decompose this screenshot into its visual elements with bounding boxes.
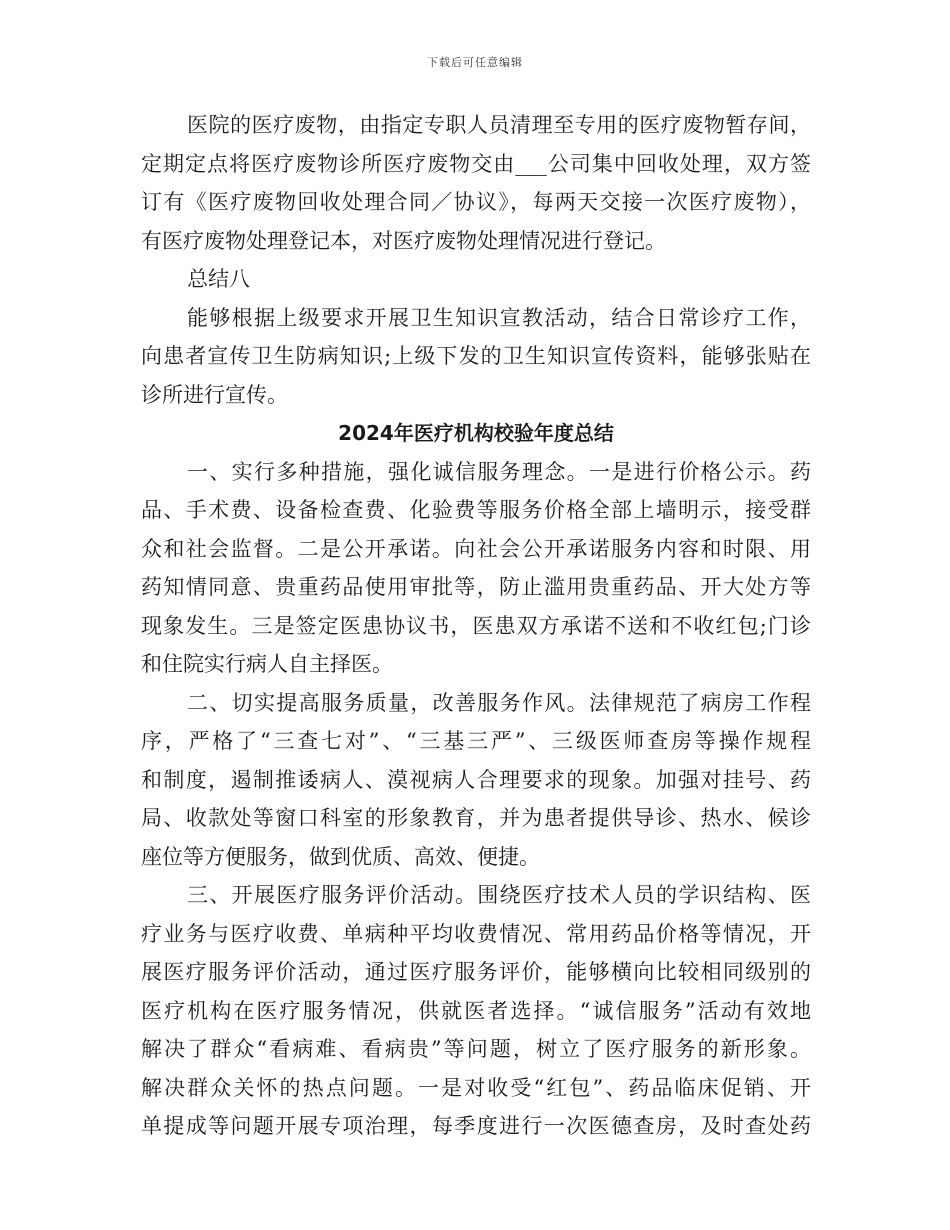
section-label: 总结八 bbox=[187, 267, 250, 291]
paragraph-line: 序，严格了“三查七对”、“三基三严”、三级医师查房等操作规程 bbox=[141, 729, 811, 753]
paragraph-line: 局、收款处等窗口科室的形象教育，并为患者提供导诊、热水、候诊 bbox=[141, 806, 811, 830]
paragraph-line: 诊所进行宣传。 bbox=[141, 382, 288, 407]
paragraph-line: 药知情同意、贵重药品使用审批等，防止滥用贵重药品、开大处方等 bbox=[141, 575, 811, 599]
paragraph-line: 医疗机构在医疗服务情况，供就医者选择。“诚信服务”活动有效地 bbox=[141, 998, 811, 1023]
paragraph-line: 医院的医疗废物，由指定专职人员清理至专用的医疗废物暂存间， bbox=[187, 113, 811, 137]
paragraph-line: 众和社会监督。二是公开承诺。向社会公开承诺服务内容和时限、用 bbox=[141, 536, 811, 561]
paragraph-line: 单提成等问题开展专项治理，每季度进行一次医德查房，及时查处药 bbox=[141, 1114, 811, 1138]
paragraph-line: 二、切实提高服务质量，改善服务作风。法律规范了病房工作程 bbox=[187, 690, 811, 715]
paragraph-line: 解决了群众“看病难、看病贵”等问题，树立了医疗服务的新形象。 bbox=[141, 1037, 811, 1061]
paragraph-line: 订有《医疗废物回收处理合同／协议》，每两天交接一次医疗废物）， bbox=[141, 190, 811, 214]
paragraph-line: 向患者宣传卫生防病知识;上级下发的卫生知识宣传资料，能够张贴在 bbox=[141, 344, 811, 368]
paragraph-line: 三、开展医疗服务评价活动。围绕医疗技术人员的学识结构、医 bbox=[187, 883, 811, 907]
paragraph-line: 和制度，遏制推诿病人、漠视病人合理要求的现象。加强对挂号、药 bbox=[141, 767, 811, 792]
paragraph-line: 能够根据上级要求开展卫生知识宣教活动，结合日常诊疗工作， bbox=[187, 305, 811, 330]
paragraph-line: 座位等方便服务，做到优质、高效、便捷。 bbox=[141, 844, 540, 869]
paragraph-line: 展医疗服务评价活动，通过医疗服务评价，能够横向比较相同级别的 bbox=[141, 960, 811, 984]
paragraph-line: 解决群众关怀的热点问题。一是对收受“红包”、药品临床促销、开 bbox=[141, 1075, 811, 1100]
paragraph-line: 和住院实行病人自主择医。 bbox=[141, 652, 393, 676]
document-body bbox=[141, 106, 811, 1146]
paragraph-line: 现象发生。三是签定医患协议书，医患双方承诺不送和不收红包;门诊 bbox=[141, 613, 811, 638]
paragraph-line: 有医疗废物处理登记本，对医疗废物处理情况进行登记。 bbox=[141, 228, 666, 253]
document-title: 2024年医疗机构校验年度总结 bbox=[338, 421, 614, 445]
paragraph-line: 品、手术费、设备检查费、化验费等服务价格全部上墙明示，接受群 bbox=[141, 498, 811, 522]
paragraph-line: 一、实行多种措施，强化诚信服务理念。一是进行价格公示。药 bbox=[187, 459, 811, 484]
paragraph-line: 疗业务与医疗收费、单病种平均收费情况、常用药品价格等情况，开 bbox=[141, 921, 811, 946]
page-header: 下载后可任意编辑 bbox=[427, 56, 523, 69]
paragraph-line: 定期定点将医疗废物诊所医疗废物交由___公司集中回收处理，双方签 bbox=[141, 151, 811, 176]
